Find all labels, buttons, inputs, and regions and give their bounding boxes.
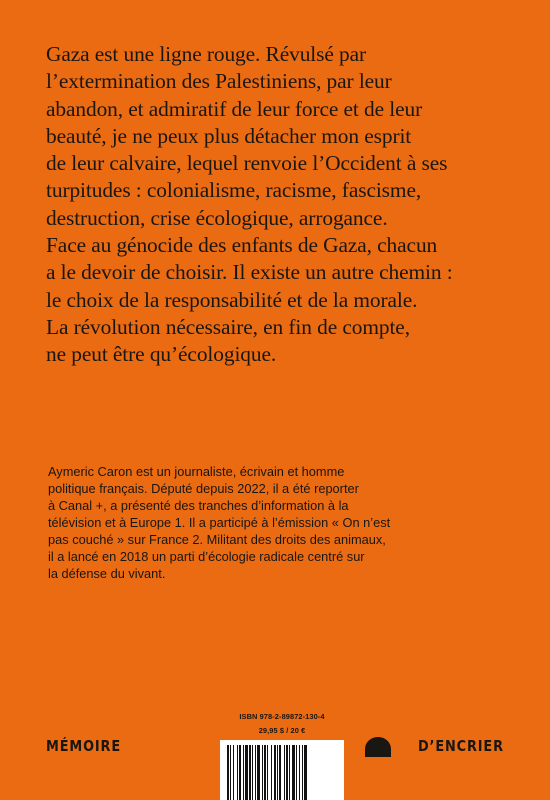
barcode-bar: [271, 745, 272, 800]
blurb-line: Gaza est une ligne rouge. Révulsé par: [46, 42, 367, 66]
barcode-bar: [230, 745, 231, 800]
bio-line: politique français. Député depuis 2022, il a été reporter: [48, 481, 359, 496]
price-text: 29,95 $ / 20 €: [258, 726, 306, 735]
barcode-bar: [289, 745, 290, 800]
barcode-bar: [239, 745, 241, 800]
blurb-line: abandon, et admiratif de leur force et de leur: [46, 96, 423, 121]
author-bio: [48, 463, 488, 582]
barcode-bar: [302, 745, 303, 800]
barcode-bar: [304, 745, 307, 800]
blurb-line: le choix de la responsabilité et de la morale.: [46, 287, 418, 312]
barcode-bar: [299, 745, 300, 800]
publisher-name-left: MÉMOIRE: [46, 737, 122, 755]
barcode-bar: [237, 745, 238, 800]
bio-line: Aymeric Caron est un journaliste, écrivain et homme: [48, 464, 345, 479]
blurb-line: ne peut être qu’écologique.: [46, 342, 277, 367]
barcode-bar: [286, 745, 288, 800]
barcode-bar: [245, 745, 248, 800]
barcode-bars: [227, 745, 337, 800]
barcode-bar: [227, 745, 229, 800]
barcode-bar: [277, 745, 278, 800]
barcode-bar: [267, 745, 268, 800]
blurb-line: beauté, je ne peux plus détacher mon esprit: [46, 123, 412, 148]
blurb-line: turpitudes : colonialisme, racisme, fascisme,: [46, 178, 422, 203]
barcode: [220, 740, 344, 800]
cover-blurb: [46, 41, 532, 369]
barcode-bar: [296, 745, 297, 800]
publisher-logo-icon: [365, 737, 391, 757]
barcode-bar: [257, 745, 260, 800]
barcode-bar: [279, 745, 281, 800]
blurb-line: Face au génocide des enfants de Gaza, chacun: [46, 233, 438, 258]
blurb-line: La révolution nécessaire, en fin de compte,: [46, 314, 410, 339]
barcode-bar: [243, 745, 244, 800]
barcode-bar: [255, 745, 256, 800]
blurb-line: a le devoir de choisir. Il existe un autre chemin :: [46, 260, 453, 285]
bio-line: il a lancé en 2018 un parti d’écologie radicale centré sur: [48, 549, 365, 564]
barcode-bar: [274, 745, 276, 800]
blurb-line: destruction, crise écologique, arrogance.: [46, 205, 388, 230]
bio-line: à Canal +, a présenté des tranches d’information à la: [48, 498, 349, 513]
barcode-bar: [264, 745, 266, 800]
bio-line: télévision et à Europe 1. Il a participé à l’émission « On n’est: [48, 515, 391, 530]
barcode-bar: [249, 745, 251, 800]
bio-line: la défense du vivant.: [48, 566, 166, 581]
isbn-price-block: [220, 710, 344, 738]
blurb-line: l’extermination des Palestiniens, par leur: [46, 69, 392, 94]
barcode-bar: [284, 745, 285, 800]
barcode-bar: [233, 745, 234, 800]
isbn-text: ISBN 978-2-89872-130-4: [239, 712, 325, 721]
barcode-bar: [262, 745, 263, 800]
publisher-name-right: D’ENCRIER: [418, 737, 504, 755]
blurb-line: de leur calvaire, lequel renvoie l’Occident à ses: [46, 151, 448, 176]
barcode-bar: [252, 745, 253, 800]
bio-line: pas couché » sur France 2. Militant des droits des animaux,: [48, 532, 386, 547]
barcode-bar: [292, 745, 295, 800]
